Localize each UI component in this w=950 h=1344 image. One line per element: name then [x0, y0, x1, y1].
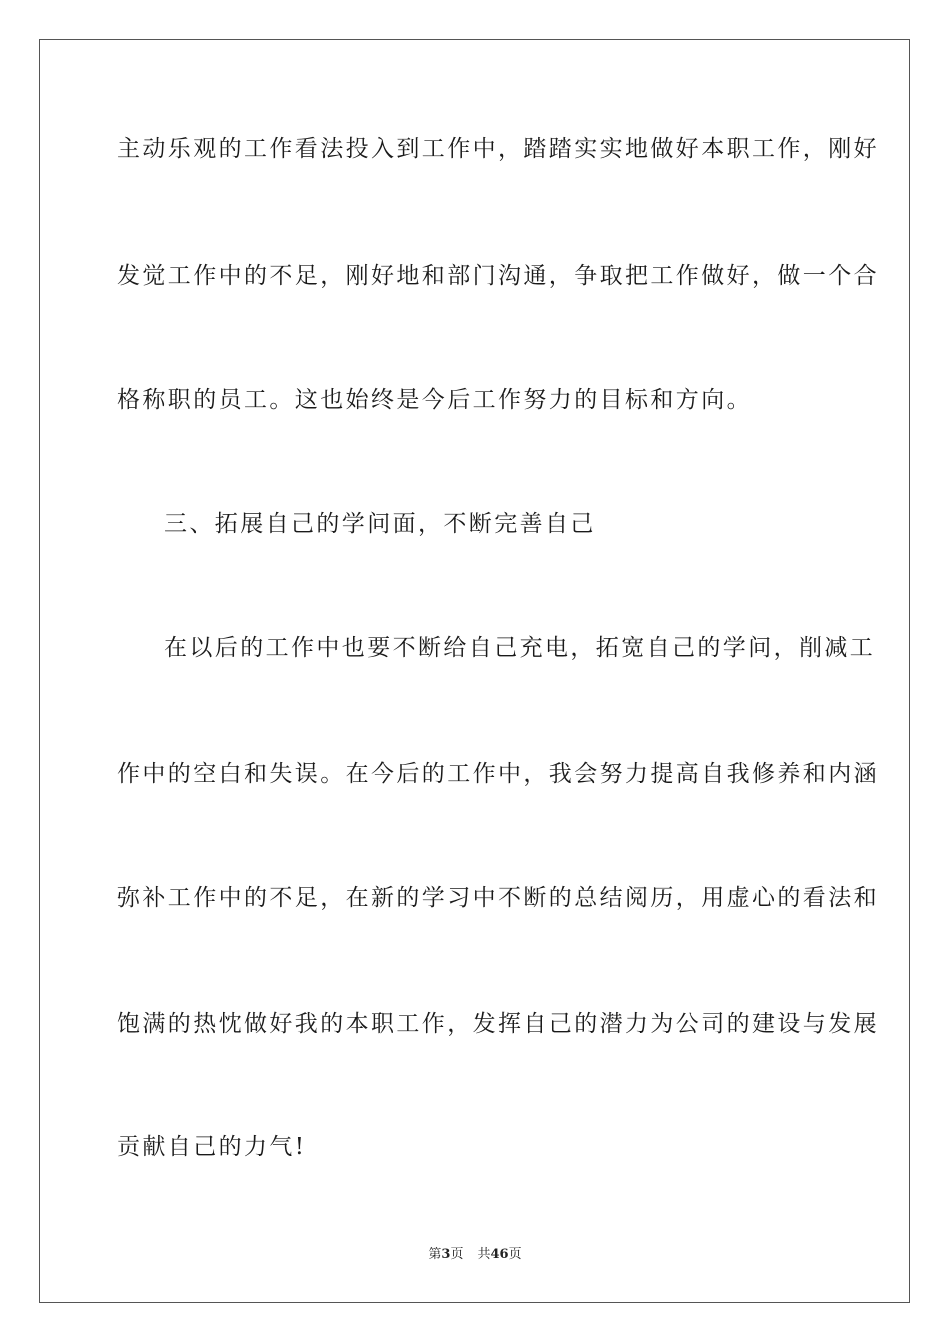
- footer-page-prefix: 第: [428, 1247, 442, 1262]
- body-line-3: 格称职的员工。这也始终是今后工作努力的目标和方向。: [117, 387, 752, 413]
- body-line-8: 饱满的热忱做好我的本职工作，发挥自己的潜力为公司的建设与发展: [117, 1011, 879, 1037]
- body-line-6: 作中的空白和失误。在今后的工作中，我会努力提高自我修养和内涵: [117, 761, 879, 787]
- footer-total-suffix: 页: [508, 1247, 522, 1262]
- section-heading: 三、拓展自己的学问面，不断完善自己: [164, 511, 596, 537]
- body-line-9: 贡献自己的力气!: [117, 1134, 307, 1160]
- footer-total-pages: 46: [490, 1247, 509, 1262]
- page-frame: [39, 39, 910, 1303]
- body-line-5: 在以后的工作中也要不断给自己充电，拓宽自己的学问，削减工: [164, 635, 876, 661]
- page-footer: [0, 1246, 950, 1264]
- footer-page-number: 3: [441, 1247, 451, 1262]
- body-line-7: 弥补工作中的不足，在新的学习中不断的总结阅历，用虚心的看法和: [117, 885, 879, 911]
- footer-page-suffix: 页: [450, 1247, 464, 1262]
- footer-total-prefix: 共: [477, 1247, 491, 1262]
- body-line-1: 主动乐观的工作看法投入到工作中，踏踏实实地做好本职工作，刚好: [117, 136, 879, 162]
- body-line-2: 发觉工作中的不足，刚好地和部门沟通，争取把工作做好，做一个合: [117, 263, 879, 289]
